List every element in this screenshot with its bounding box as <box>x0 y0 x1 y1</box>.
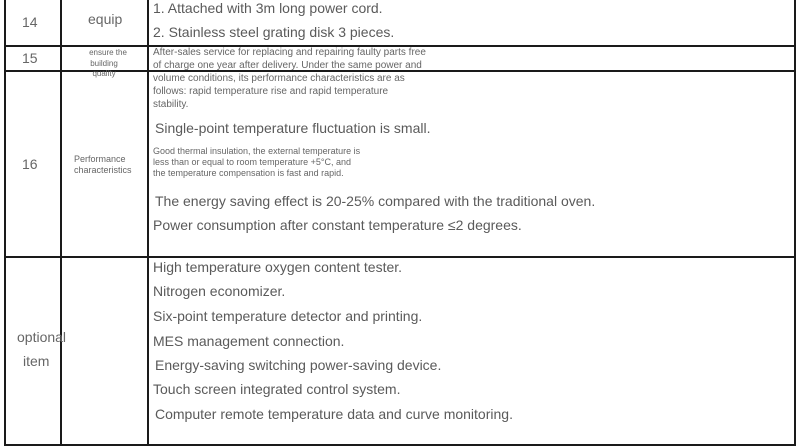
column-divider-1 <box>60 0 62 446</box>
optional-item-label-line-2: item <box>23 353 50 369</box>
row-15-item-line-3: quality <box>92 69 116 78</box>
row-16-line-b: The energy saving effect is 20-25% compared with the traditional oven. <box>155 193 596 209</box>
optional-item-3: Six-point temperature detector and printing. <box>153 308 423 324</box>
row-16-item-line-1: Performance <box>74 154 126 164</box>
row-14-line-1: 1. Attached with 3m long power cord. <box>153 0 383 16</box>
row-14-item: equip <box>88 11 123 27</box>
row-15-number: 15 <box>22 50 38 66</box>
row-15-line-2: of charge one year after delivery. Under the same power and <box>153 60 422 71</box>
row-15-line-1: After-sales service for replacing and repairing faulty parts free <box>153 47 426 58</box>
row-14-number: 14 <box>22 14 38 30</box>
optional-item-6: Touch screen integrated control system. <box>153 381 401 397</box>
row-16-line-c: Power consumption after constant temperature ≤2 degrees. <box>153 217 522 233</box>
row-16-small-line-2: less than or equal to room temperature +5°C, and <box>153 157 351 167</box>
optional-item-4: MES management connection. <box>153 333 345 349</box>
row-15-item-line-1: ensure the <box>89 48 127 57</box>
table-border-right <box>794 0 796 446</box>
row-16-number: 16 <box>22 156 38 172</box>
optional-item-label-line-1: optional <box>17 329 67 345</box>
table-border-bottom <box>4 444 796 446</box>
row-16-item-line-2: characteristics <box>74 165 132 175</box>
optional-item-2: Nitrogen economizer. <box>153 283 286 299</box>
optional-item-1: High temperature oxygen content tester. <box>153 259 403 275</box>
row-16-small-line-1: Good thermal insulation, the external temperature is <box>153 146 361 156</box>
row-16-line-a: Single-point temperature fluctuation is small. <box>155 120 431 136</box>
row-15-item-line-2: building <box>90 59 118 68</box>
table-border-left <box>4 0 6 446</box>
row-16-intro-line-3: stability. <box>153 99 189 110</box>
row-divider-16 <box>4 256 796 258</box>
optional-item-5: Energy-saving switching power-saving device. <box>155 357 442 373</box>
row-14-line-2: 2. Stainless steel grating disk 3 pieces. <box>153 24 395 40</box>
row-16-intro-line-2: follows: rapid temperature rise and rapid temperature <box>153 86 389 97</box>
column-divider-2 <box>147 0 149 446</box>
optional-item-7: Computer remote temperature data and curve monitoring. <box>155 406 513 422</box>
row-16-intro-line-1: volume conditions, its performance characteristics are as <box>153 73 405 84</box>
row-16-small-line-3: the temperature compensation is fast and rapid. <box>153 168 344 178</box>
